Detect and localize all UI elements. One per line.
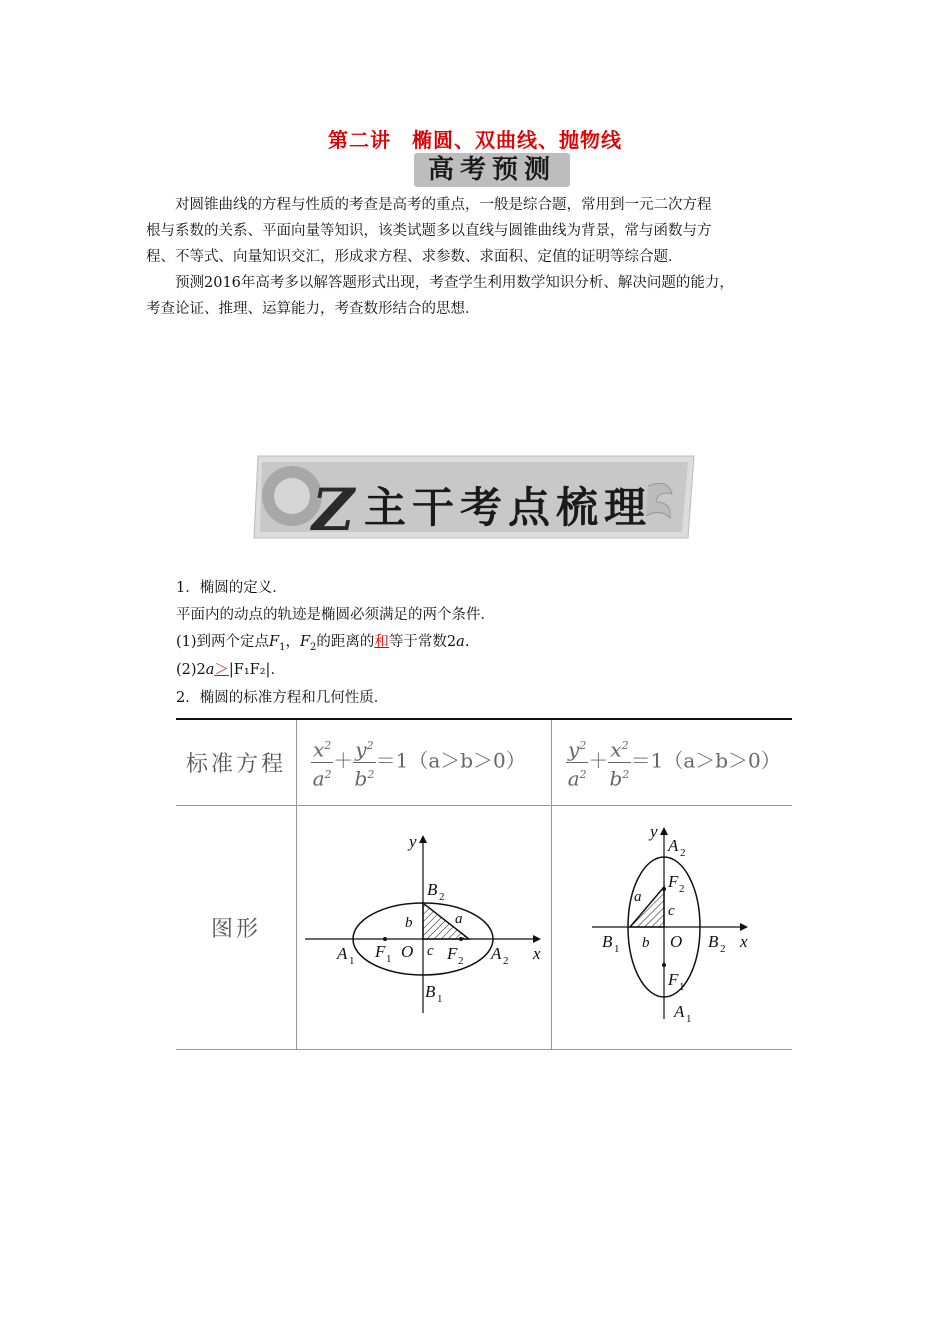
forecast-banner (414, 153, 570, 187)
svg-text:1: 1 (614, 943, 620, 955)
svg-text:a: a (455, 911, 463, 927)
banner-text: 主干考点梳理 (364, 483, 653, 532)
svg-text:F: F (375, 942, 386, 961)
svg-text:2: 2 (439, 891, 445, 903)
svg-text:2: 2 (720, 943, 726, 955)
vertical-ellipse-figure (552, 807, 792, 1047)
condition-1: (1)到两个定点$F_1$，$F_2$的距离的和等于常数2a. (176, 634, 470, 653)
condition-2: (2)2a＞|F₁F₂|． (176, 662, 285, 678)
forecast-line: 考查论证、推理、运算能力，考查数形结合的思想． (146, 301, 480, 317)
svg-text:2: 2 (503, 955, 509, 967)
equation-vertical: $\frac{y^2}{a^2}$ ＋ $\frac{x^2}{b^2}$ ＝1（a＞b＞0） (552, 719, 793, 805)
svg-text:b: b (642, 935, 650, 951)
figure-vertical-cell (552, 805, 793, 1049)
banner-letter: Z (312, 476, 355, 542)
equation-horizontal: $\frac{x^2}{a^2}$ ＋ $\frac{y^2}{b^2}$ ＝1（a＞b＞0） (297, 719, 552, 805)
svg-text:F: F (668, 970, 679, 989)
svg-text:y: y (409, 832, 417, 851)
section1-line1: 平面内的动点的轨迹是椭圆必须满足的两个条件． (176, 607, 495, 623)
svg-text:c: c (668, 903, 675, 919)
svg-text:O: O (401, 942, 414, 961)
intro-paragraph (146, 192, 826, 270)
answer-sum: 和 (374, 634, 389, 650)
figure-horizontal-cell (297, 805, 552, 1049)
svg-text:B: B (602, 932, 613, 951)
intro-line: 程、不等式、向量知识交汇，形成求方程、求参数、求面积、定值的证明等综合题． (146, 249, 683, 265)
section2-heading: 2．椭圆的标准方程和几何性质． (176, 690, 389, 706)
svg-text:A: A (668, 836, 679, 855)
svg-text:2: 2 (680, 847, 686, 859)
svg-text:1: 1 (437, 993, 443, 1005)
section1-heading: 1．椭圆的定义． (176, 580, 287, 596)
intro-line: 根与系数的关系、平面向量等知识，该类试题多以直线与圆锥曲线为背景，常与函数与方 (146, 223, 712, 239)
row-header-figure: 图形 (176, 805, 297, 1049)
intro-line: 对圆锥曲线的方程与性质的考查是高考的重点，一般是综合题，常用到一元二次方程 (146, 197, 712, 213)
svg-text:1: 1 (349, 955, 355, 967)
forecast-line: 预测2016年高考多以解答题形式出现，考查学生利用数学知识分析、解决问题的能力， (146, 275, 734, 291)
svg-text:B: B (708, 932, 719, 951)
svg-text:b: b (405, 915, 413, 931)
svg-text:F: F (668, 872, 679, 891)
svg-text:y: y (650, 822, 658, 841)
row-header-equation: 标准方程 (176, 719, 297, 805)
svg-text:a: a (634, 889, 642, 905)
horizontal-ellipse-figure (297, 807, 549, 1047)
svg-text:1: 1 (386, 953, 392, 965)
forecast-banner-text: 高考预测 (427, 155, 556, 185)
svg-text:A: A (337, 944, 348, 963)
svg-text:B: B (425, 982, 436, 1001)
forecast-paragraph (146, 270, 826, 322)
svg-text:2: 2 (679, 883, 685, 895)
svg-text:1: 1 (679, 981, 685, 993)
svg-text:O: O (670, 932, 683, 951)
svg-text:A: A (491, 944, 502, 963)
svg-text:A: A (674, 1002, 685, 1021)
svg-text:x: x (740, 932, 748, 951)
svg-text:B: B (427, 880, 438, 899)
main-points-banner (252, 452, 700, 542)
svg-text:2: 2 (458, 955, 464, 967)
page-title: 第二讲 椭圆、双曲线、抛物线 (328, 128, 622, 152)
svg-text:1: 1 (686, 1013, 692, 1025)
svg-text:c: c (427, 943, 434, 959)
svg-text:x: x (533, 944, 541, 963)
ellipse-properties-table (176, 718, 792, 1050)
svg-text:F: F (447, 944, 458, 963)
answer-greater: ＞ (214, 662, 229, 678)
